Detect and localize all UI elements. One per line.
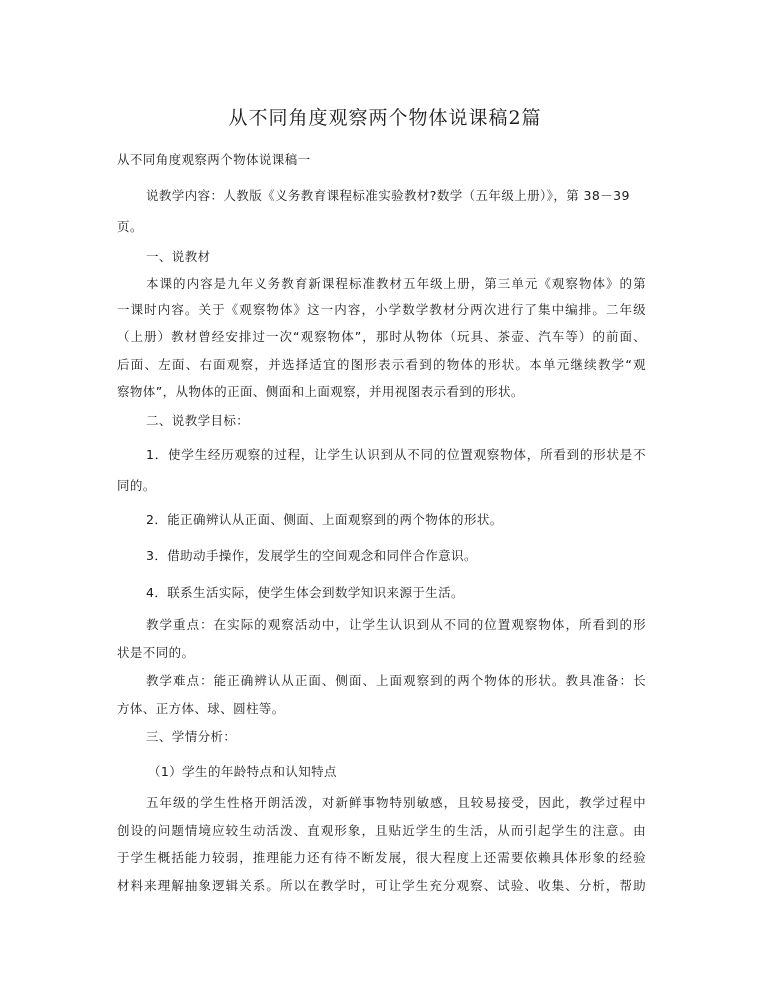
section-heading: 三、学情分析： bbox=[146, 729, 237, 744]
paragraph-line: 同的。 bbox=[117, 478, 156, 493]
paragraph-line: 本课的内容是九年义务教育新课程标准教材五年级上册，第三单元《观察物体》的第 bbox=[146, 276, 646, 291]
document-title: 从不同角度观察两个物体说课稿2篇 bbox=[228, 107, 542, 129]
section-heading: 二、说教学目标： bbox=[146, 413, 250, 428]
paragraph-line: 页。 bbox=[117, 219, 143, 234]
paragraph-line: 五年级的学生性格开朗活泼，对新鲜事物特别敏感，且较易接受，因此，教学过程中 bbox=[146, 795, 646, 810]
list-item: 4．联系生活实际，使学生体会到数学知识来源于生活。 bbox=[146, 585, 464, 600]
paragraph-line: 说教学内容：人教版《义务教育课程标准实验教材?数学（五年级上册）》，第 38－39 bbox=[146, 188, 630, 203]
paragraph-line: 教学难点：能正确辨认从正面、侧面、上面观察到的两个物体的形状。教具准备：长 bbox=[146, 673, 646, 688]
sub-heading: （1）学生的年龄特点和认知特点 bbox=[148, 764, 337, 779]
paragraph-line: 教学重点：在实际的观察活动中，让学生认识到从不同的位置观察物体，所看到的形 bbox=[146, 617, 646, 632]
list-item: 1．使学生经历观察的过程，让学生认识到从不同的位置观察物体，所看到的形状是不 bbox=[146, 447, 646, 462]
paragraph-line: （上册）教材曾经安排过一次“观察物体”，那时从物体（玩具、茶壶、汽车等）的前面、 bbox=[117, 329, 647, 344]
paragraph-line: 后面、左面、右面观察，并选择适宜的图形表示看到的物体的形状。本单元继续教学“观 bbox=[117, 357, 646, 372]
list-item: 3．借助动手操作，发展学生的空间观念和同伴合作意识。 bbox=[146, 548, 477, 563]
paragraph-line: 材料来理解抽象逻辑关系。所以在教学时，可让学生充分观察、试验、收集、分析，帮助 bbox=[117, 878, 646, 893]
subtitle: 从不同角度观察两个物体说课稿一 bbox=[117, 152, 311, 167]
paragraph-line: 于学生概括能力较弱，推理能力还有待不断发展，很大程度上还需要依赖具体形象的经验 bbox=[117, 850, 646, 865]
paragraph-line: 方体、正方体、球、圆柱等。 bbox=[117, 701, 285, 716]
list-item: 2．能正确辨认从正面、侧面、上面观察到的两个物体的形状。 bbox=[146, 512, 503, 527]
paragraph-line: 创设的问题情境应较生动活泼、直观形象，且贴近学生的生活，从而引起学生的注意。由 bbox=[117, 823, 646, 838]
section-heading: 一、说教材 bbox=[146, 249, 211, 264]
paragraph-line: 察物体”，从物体的正面、侧面和上面观察，并用视图表示看到的形状。 bbox=[117, 384, 524, 399]
paragraph-line: 一课时内容。关于《观察物体》这一内容，小学数学教材分两次进行了集中编排。二年级 bbox=[117, 302, 646, 317]
paragraph-line: 状是不同的。 bbox=[117, 645, 195, 660]
